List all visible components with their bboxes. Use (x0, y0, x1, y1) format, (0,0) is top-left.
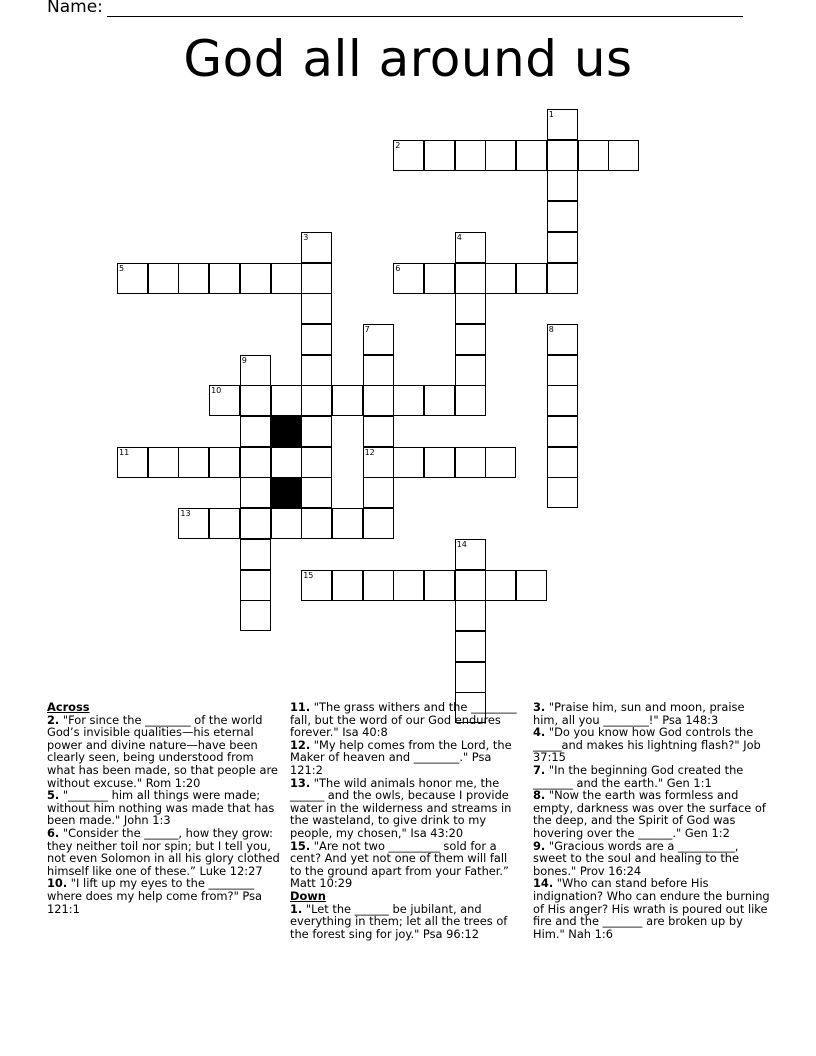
grid-cell[interactable] (547, 324, 578, 355)
grid-cell[interactable] (393, 447, 424, 478)
clue-item (533, 789, 771, 839)
grid-cell[interactable] (363, 508, 394, 539)
grid-cell[interactable] (209, 447, 240, 478)
clue-number: 9 (241, 355, 247, 365)
grid-cell[interactable] (455, 662, 486, 693)
grid-cell[interactable] (485, 447, 516, 478)
grid-cell[interactable] (332, 570, 363, 601)
clue-number: 7 (364, 324, 370, 334)
clue-number: 1 (548, 110, 554, 119)
grid-cell[interactable] (455, 263, 486, 294)
grid-cell[interactable] (271, 385, 302, 416)
clues-column-3 (533, 701, 771, 940)
clues-column-1 (47, 701, 282, 915)
grid-cell[interactable] (455, 140, 486, 171)
clue-item (290, 701, 520, 739)
grid-cell[interactable] (148, 263, 179, 294)
grid-cell[interactable] (455, 447, 486, 478)
grid-cell[interactable] (516, 263, 547, 294)
grid-cell[interactable] (332, 385, 363, 416)
clue-number: 2. (47, 712, 60, 727)
clue-number: 4 (456, 232, 462, 242)
clue-number: 12 (364, 447, 375, 457)
grid-cell[interactable] (547, 201, 578, 232)
grid-cell[interactable] (271, 508, 302, 539)
grid-cell[interactable] (455, 570, 486, 601)
across-heading: Across (47, 700, 90, 714)
clue-text: "My help comes from the Lord, the Maker of heaven and ________." Psa 121:2 (290, 737, 512, 777)
grid-cell[interactable] (363, 447, 394, 478)
clue-text: "Are not two _________ sold for a cent? And yet not one of them will fall to the ground apart from your Father.” Matt 10:29 (290, 838, 509, 891)
clue-item (533, 701, 771, 726)
grid-cell[interactable] (301, 570, 332, 601)
grid-cell[interactable] (393, 140, 424, 171)
grid-cell[interactable] (547, 109, 578, 140)
clue-number: 8. (533, 788, 546, 803)
grid-cell[interactable] (455, 631, 486, 662)
grid-cell[interactable] (455, 355, 486, 386)
grid-cell[interactable] (240, 416, 271, 447)
grid-cell[interactable] (363, 477, 394, 508)
clue-text: "For since the ________ of the world God’s invisible qualities—his eternal power and divine nature—have been clearly seen, being understood from what has been made, so that people are without excuse." Rom 1:20 (47, 712, 278, 790)
clues-column-2 (290, 701, 520, 940)
grid-cell[interactable] (547, 416, 578, 447)
grid-cell[interactable] (424, 140, 455, 171)
grid-cell[interactable] (301, 263, 332, 294)
grid-cell[interactable] (547, 385, 578, 416)
clue-text: "Consider the ______, how they grow: they neither toil nor spin; but I tell you, not even Solomon in all his glory clothed himself like one of these.” Luke 12:27 (47, 825, 280, 878)
grid-cell[interactable] (608, 140, 639, 171)
clue-number: 15 (303, 570, 314, 580)
grid-cell[interactable] (363, 570, 394, 601)
clue-text: "_______ him all things were made; without him nothing was made that has been made." John 1:3 (47, 788, 275, 828)
grid-cell[interactable] (363, 385, 394, 416)
clue-text: "The grass withers and the ________ fall, but the word of our God endures forever." Isa 40:8 (290, 700, 517, 740)
clue-number: 9. (533, 838, 546, 853)
grid-cell[interactable] (240, 385, 271, 416)
grid-cell[interactable] (393, 263, 424, 294)
clue-text: "Gracious words are a __________, sweet to the soul and healing to the bones." Prov 16:24 (533, 838, 740, 878)
grid-cell[interactable] (301, 355, 332, 386)
clue-number: 3 (303, 232, 309, 242)
grid-cell[interactable] (301, 232, 332, 263)
clue-number: 14. (533, 876, 554, 891)
down-heading: Down (290, 888, 326, 903)
clue-number: 6 (395, 263, 401, 273)
grid-cell[interactable] (240, 447, 271, 478)
grid-cell[interactable] (485, 570, 516, 601)
clue-number: 4. (533, 725, 546, 740)
clue-item (533, 764, 771, 789)
grid-cell[interactable] (578, 140, 609, 171)
grid-cell[interactable] (547, 477, 578, 508)
grid-cell[interactable] (178, 508, 209, 539)
grid-cell[interactable] (301, 447, 332, 478)
clue-number: 5. (47, 788, 60, 803)
clue-number: 12. (290, 737, 311, 752)
clue-text: "I lift up my eyes to the ________ where does my help come from?" Psa 121:1 (47, 876, 263, 916)
clue-number: 11. (290, 700, 311, 714)
grid-cell[interactable] (240, 355, 271, 386)
grid-cell[interactable] (240, 539, 271, 570)
grid-cell[interactable] (117, 263, 148, 294)
grid-cell[interactable] (547, 355, 578, 386)
grid-cell[interactable] (424, 447, 455, 478)
clue-number: 8 (548, 324, 554, 334)
grid-cell[interactable] (301, 416, 332, 447)
grid-cell[interactable] (363, 416, 394, 447)
grid-cell[interactable] (240, 477, 271, 508)
grid-cell[interactable] (209, 508, 240, 539)
grid-cell[interactable] (148, 447, 179, 478)
grid-cell[interactable] (455, 600, 486, 631)
grid-cell[interactable] (547, 232, 578, 263)
clue-item (47, 714, 282, 790)
clue-number: 15. (290, 838, 311, 853)
clue-number: 13. (290, 775, 311, 790)
clue-number: 5 (119, 263, 125, 273)
grid-cell[interactable] (547, 170, 578, 201)
clue-text: "In the beginning God created the _______ and the earth." Gen 1:1 (533, 762, 744, 790)
grid-cell[interactable] (117, 447, 148, 478)
grid-cell[interactable] (240, 600, 271, 631)
grid-cell[interactable] (178, 447, 209, 478)
grid-cell[interactable] (271, 263, 302, 294)
clue-text: "Now the earth was formless and empty, darkness was over the surface of the deep, and the Spirit of God was hovering over the ______." Gen 1:2 (533, 788, 766, 840)
grid-cell[interactable] (547, 447, 578, 478)
grid-cell[interactable] (393, 570, 424, 601)
clue-number: 14 (456, 539, 467, 549)
grid-cell[interactable] (455, 232, 486, 263)
clue-number: 7. (533, 762, 546, 777)
clue-item (290, 777, 520, 840)
clue-text: "The wild animals honor me, the ______ and the owls, because I provide water in the wilderness and streams in the wasteland, to give drink to my people, my chosen," Isa 43:20 (290, 775, 512, 840)
grid-cell[interactable] (547, 263, 578, 294)
clue-number: 6. (47, 825, 60, 840)
grid-cell[interactable] (516, 570, 547, 601)
name-label: Name: (47, 0, 103, 17)
grid-cell[interactable] (485, 140, 516, 171)
grid-cell[interactable] (455, 385, 486, 416)
clue-item (47, 877, 282, 915)
clue-text: "Let the ______ be jubilant, and everything in them; let all the trees of the forest sing for joy." Psa 96:12 (290, 901, 508, 941)
grid-cell[interactable] (455, 324, 486, 355)
clue-item (290, 840, 520, 890)
clue-item (533, 877, 771, 940)
clue-item (533, 726, 771, 764)
clue-number: 10. (47, 876, 68, 891)
clue-number: 13 (180, 509, 191, 519)
clue-number: 1. (290, 901, 303, 916)
grid-cell[interactable] (455, 539, 486, 570)
grid-cell[interactable] (363, 355, 394, 386)
black-cell (271, 477, 302, 508)
grid-cell[interactable] (240, 263, 271, 294)
grid-cell[interactable] (301, 477, 332, 508)
grid-cell[interactable] (485, 263, 516, 294)
grid-cell[interactable] (271, 447, 302, 478)
grid-cell[interactable] (240, 508, 271, 539)
grid-cell[interactable] (332, 508, 363, 539)
clue-number: 11 (119, 447, 130, 457)
clue-item (290, 739, 520, 777)
grid-cell[interactable] (301, 508, 332, 539)
clue-item (533, 840, 771, 878)
grid-cell[interactable] (547, 140, 578, 171)
grid-cell[interactable] (424, 385, 455, 416)
grid-cell[interactable] (516, 140, 547, 171)
clue-text: "Who can stand before His indignation? Who can endure the burning of His anger? His wrath is poured out like fire and the _______ are broken up by Him." Nah 1:6 (533, 876, 770, 941)
grid-cell[interactable] (424, 570, 455, 601)
black-cell (271, 416, 302, 447)
clue-item (47, 789, 282, 827)
grid-cell[interactable] (209, 263, 240, 294)
clue-number: 3. (533, 700, 546, 714)
grid-cell[interactable] (424, 263, 455, 294)
clue-item (47, 827, 282, 877)
clue-text: "Praise him, sun and moon, praise him, all you ________!" Psa 148:3 (533, 700, 745, 727)
clue-item (290, 903, 520, 941)
grid-cell[interactable] (209, 385, 240, 416)
grid-cell[interactable] (301, 385, 332, 416)
grid-cell[interactable] (240, 570, 271, 601)
grid-cell[interactable] (393, 385, 424, 416)
grid-cell[interactable] (301, 324, 332, 355)
clue-text: "Do you know how God controls the _____and makes his lightning flash?" Job 37:15 (533, 725, 761, 765)
page-title: God all around us (183, 30, 633, 88)
grid-cell[interactable] (363, 324, 394, 355)
clue-number: 10 (211, 386, 222, 396)
grid-cell[interactable] (455, 293, 486, 324)
clue-number: 2 (395, 140, 401, 150)
grid-cell[interactable] (301, 293, 332, 324)
grid-cell[interactable] (178, 263, 209, 294)
